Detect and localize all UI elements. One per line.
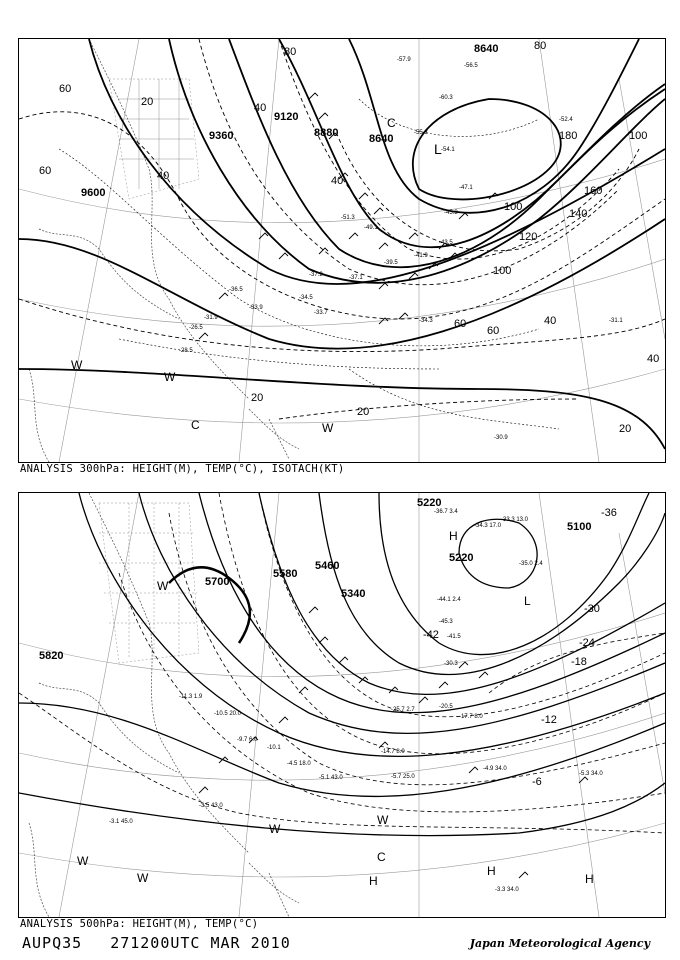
isotach-label: 100	[504, 201, 523, 213]
temp-label: -33.9	[249, 305, 263, 311]
temp-label: -34.5	[299, 295, 313, 301]
temp-label: -39.5	[384, 260, 398, 266]
temp-label: -30.9	[494, 435, 508, 441]
high-pressure-symbol: H	[487, 864, 496, 878]
temp-label: -28.5	[179, 348, 193, 354]
isotherm-label: -18	[571, 656, 587, 668]
obs-label: -3.3 34.0	[495, 887, 519, 893]
height-label: 8640	[474, 43, 499, 55]
temp-label: -37.2	[309, 272, 323, 278]
isotach-label: 20	[619, 423, 632, 435]
obs-label: -36.7 3.4	[434, 509, 458, 515]
isotach-label: 40	[544, 315, 557, 327]
warm-symbol: H	[585, 872, 594, 886]
temp-label: -49.1	[364, 225, 378, 231]
temp-label: -31.1	[609, 318, 623, 324]
isotach-label: 100	[493, 265, 512, 277]
map-panel-300hpa	[18, 38, 666, 463]
isotach-label: 60	[39, 165, 52, 177]
obs-label: -35.0 2.4	[519, 561, 543, 567]
product-identifier	[22, 934, 319, 952]
isotach-label: 40	[254, 102, 267, 114]
obs-label: -4.9 34.0	[483, 766, 507, 772]
temp-label: -57.9	[397, 57, 411, 63]
height-label: 5220	[417, 497, 442, 509]
obs-label: -44.1 2.4	[437, 597, 461, 603]
obs-label: -41.5	[447, 634, 461, 640]
graticule	[19, 493, 665, 917]
isotach-label: 80	[534, 40, 547, 52]
height-label: 5340	[341, 588, 366, 600]
low-pressure-symbol: L	[434, 141, 442, 157]
isotach-label: 20	[141, 96, 154, 108]
isotherm-label: -12	[541, 714, 557, 726]
height-label: 5700	[205, 576, 230, 588]
cold-symbol: C	[191, 418, 200, 432]
isotherm-label: -42	[423, 629, 439, 641]
obs-label: -5.7 25.0	[391, 774, 415, 780]
warm-symbol: W	[322, 421, 334, 435]
obs-label: -5.1 43.0	[319, 775, 343, 781]
isotach-label: 40	[157, 170, 170, 182]
temp-label: -54.1	[441, 147, 455, 153]
temp-label: -47.1	[459, 185, 473, 191]
isotach-label: 40	[331, 175, 344, 187]
obs-labels-500	[109, 509, 603, 893]
isotachs-300	[19, 39, 665, 419]
warm-symbol: W	[137, 871, 149, 885]
high-pressure-symbol: H	[449, 529, 458, 543]
warm-symbol: W	[377, 813, 389, 827]
map-500hpa-svg	[19, 493, 665, 917]
temp-label: -43.5	[439, 240, 453, 246]
height-label: 5460	[315, 560, 340, 572]
isotach-label: 120	[519, 231, 538, 243]
isotach-label: 80	[284, 46, 297, 58]
temp-label: -55.3	[414, 130, 428, 136]
temp-label: -45.3	[444, 210, 458, 216]
height-label: 9600	[81, 187, 106, 199]
temp-label: -56.5	[464, 63, 478, 69]
obs-label: -3.1 45.0	[109, 819, 133, 825]
temp-label: -36.5	[229, 287, 243, 293]
height-label: 8640	[369, 133, 394, 145]
height-label: 5580	[273, 568, 298, 580]
isotherm-label: -36	[601, 507, 617, 519]
temp-label: -41.9	[414, 253, 428, 259]
isotach-label: 40	[647, 353, 660, 365]
obs-label: -34.3 17.0	[474, 523, 502, 529]
height-label: 5100	[567, 521, 592, 533]
height-label: 9120	[274, 111, 299, 123]
height-label: 8880	[314, 127, 339, 139]
temp-label: -52.4	[559, 117, 573, 123]
map-300hpa-svg	[19, 39, 665, 462]
warm-symbol: W	[269, 822, 281, 836]
isotach-label: 100	[629, 130, 648, 142]
height-label: 9360	[209, 130, 234, 142]
isotach-label: 60	[59, 83, 72, 95]
obs-label: -45.3	[439, 619, 453, 625]
temp-label: -26.5	[189, 325, 203, 331]
temp-labels-300	[179, 57, 623, 441]
obs-label: -14.7 8.0	[381, 749, 405, 755]
obs-label: -9.7 6.0	[237, 737, 258, 743]
isotach-label: 160	[584, 185, 603, 197]
temp-label: -37.1	[349, 275, 363, 281]
valid-time: 271200UTC MAR 2010	[110, 934, 291, 952]
cold-symbol: C	[377, 850, 386, 864]
warm-symbol: W	[164, 370, 176, 384]
obs-label: -10.1	[267, 745, 281, 751]
obs-label: -20.5	[439, 704, 453, 710]
isotherm-label: -30	[584, 603, 600, 615]
isotach-label: 20	[251, 392, 264, 404]
height-label: 5220	[449, 552, 474, 564]
caption-500hpa: ANALYSIS 500hPa: HEIGHT(M), TEMP(°C)	[20, 918, 259, 930]
height-label: 5820	[39, 650, 64, 662]
caption-300hpa: ANALYSIS 300hPa: HEIGHT(M), TEMP(°C), ISOTACH(KT)	[20, 463, 345, 475]
isotherms-500	[19, 493, 665, 833]
warm-symbol: W	[77, 854, 89, 868]
height-contours-500	[19, 493, 665, 836]
high-pressure-symbol: H	[369, 874, 378, 888]
map-panel-500hpa	[18, 492, 666, 918]
isotach-label: 180	[559, 130, 578, 142]
low-pressure-symbol: L	[524, 594, 531, 608]
warm-symbol: W	[157, 579, 169, 593]
isotach-label: 140	[569, 208, 588, 220]
isotach-label: 60	[454, 318, 467, 330]
obs-label: -3.5 43.0	[199, 803, 223, 809]
obs-label: -25.7 2.7	[391, 707, 415, 713]
obs-label: -33.3 13.0	[501, 517, 529, 523]
isotherm-label: -24	[579, 637, 595, 649]
obs-label: -10.5 20.0	[214, 711, 242, 717]
weather-symbols-500	[77, 529, 594, 888]
isotach-labels-300	[39, 40, 659, 435]
isotherm-label: -6	[532, 776, 542, 788]
warm-symbol: W	[71, 358, 83, 372]
isotach-label: 60	[487, 325, 500, 337]
product-code: AUPQ35	[22, 934, 83, 952]
obs-label: -30.3	[444, 661, 458, 667]
obs-label: -4.5 18.0	[287, 761, 311, 767]
temp-label: -34.3	[419, 318, 433, 324]
isotherms-300	[59, 99, 559, 429]
temp-label: -60.3	[439, 95, 453, 101]
cold-symbol: C	[387, 116, 396, 130]
temp-label: -33.7	[314, 310, 328, 316]
obs-label: -5.3 34.0	[579, 771, 603, 777]
agency-credit: Japan Meteorological Agency	[469, 937, 650, 950]
obs-label: -17.7 8.0	[459, 714, 483, 720]
temp-label: -51.3	[341, 215, 355, 221]
temp-label: -31.9	[204, 315, 218, 321]
obs-label: -11.3 1.9	[179, 694, 203, 700]
coastlines	[29, 493, 299, 917]
isotach-label: 20	[357, 406, 370, 418]
